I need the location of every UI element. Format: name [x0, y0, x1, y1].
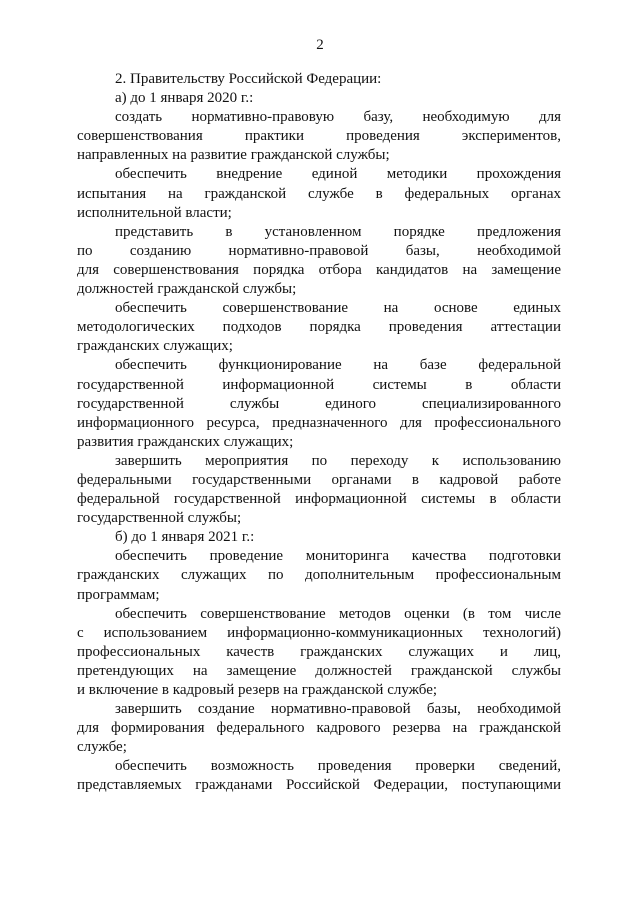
- page-number: 2: [316, 37, 324, 53]
- text-line: обеспечить проведение мониторинга качества подготовки: [115, 548, 561, 565]
- text-line: обеспечить совершенствование на основе единых: [115, 300, 561, 317]
- paragraph: [77, 757, 561, 795]
- text-line: испытания на гражданской службе в федеральных органах: [77, 185, 561, 202]
- document-body: [77, 70, 561, 796]
- text-line: 2. Правительству Российской Федерации:: [115, 71, 382, 87]
- text-line: и включение в кадровый резерв на гражданской службе;: [77, 682, 438, 698]
- text-line: должностей гражданской службы;: [77, 281, 297, 298]
- paragraph: [77, 528, 561, 547]
- text-line: б) до 1 января 2021 г.:: [115, 529, 255, 546]
- text-line: федеральной государственной информационной системы в области: [77, 491, 561, 508]
- text-line: профессиональных качеств гражданских служащих и лиц,: [77, 643, 561, 660]
- text-line: для формирования федерального кадрового резерва на гражданской: [77, 720, 561, 737]
- paragraph: [77, 70, 561, 89]
- paragraph: [77, 89, 561, 108]
- text-line: исполнительной власти;: [77, 204, 232, 221]
- text-line: завершить мероприятия по переходу к использованию: [115, 452, 561, 469]
- text-line: информационного ресурса, предназначенного для профессионального: [77, 414, 561, 431]
- paragraph: [77, 605, 561, 700]
- paragraph: [77, 547, 561, 604]
- text-line: претендующих на замещение должностей гражданской службы: [77, 662, 561, 679]
- text-line: обеспечить внедрение единой методики прохождения: [115, 166, 561, 183]
- text-line: обеспечить функционирование на базе федеральной: [115, 357, 561, 374]
- text-line: федеральными государственными органами в кадровой работе: [77, 471, 561, 488]
- text-line: государственной службы единого специализированного: [77, 395, 561, 412]
- paragraph: [77, 452, 561, 528]
- text-line: службе;: [77, 739, 127, 756]
- paragraph: [77, 108, 561, 165]
- text-line: государственной службы;: [77, 510, 242, 527]
- paragraph: [77, 165, 561, 222]
- text-line: развития гражданских служащих;: [77, 433, 294, 450]
- text-line: гражданских служащих;: [77, 338, 233, 355]
- text-line: программам;: [77, 586, 160, 603]
- text-line: а) до 1 января 2020 г.:: [115, 90, 254, 107]
- text-line: методологических подходов порядка проведения аттестации: [77, 319, 561, 336]
- paragraph: [77, 223, 561, 299]
- paragraph: [77, 700, 561, 757]
- text-line: гражданских служащих по дополнительным профессиональным: [77, 567, 561, 584]
- text-line: обеспечить возможность проведения проверки сведений,: [115, 758, 561, 775]
- text-line: представить в установленном порядке предложения: [115, 223, 561, 240]
- text-line: по созданию нормативно-правовой базы, необходимой: [77, 242, 561, 259]
- text-line: совершенствования практики проведения экспериментов,: [77, 128, 561, 145]
- text-line: с использованием информационно-коммуникационных технологий): [77, 624, 561, 641]
- text-line: государственной информационной системы в области: [77, 376, 561, 393]
- paragraph: [77, 299, 561, 356]
- text-line: создать нормативно-правовую базу, необходимую для: [115, 109, 561, 126]
- text-line: обеспечить совершенствование методов оценки (в том числе: [115, 605, 561, 622]
- text-line: для совершенствования порядка отбора кандидатов на замещение: [77, 261, 561, 278]
- text-line: направленных на развитие гражданской службы;: [77, 147, 390, 164]
- text-line: представляемых гражданами Российской Федерации, поступающими: [77, 777, 561, 794]
- paragraph: [77, 356, 561, 451]
- text-line: завершить создание нормативно-правовой базы, необходимой: [115, 701, 561, 718]
